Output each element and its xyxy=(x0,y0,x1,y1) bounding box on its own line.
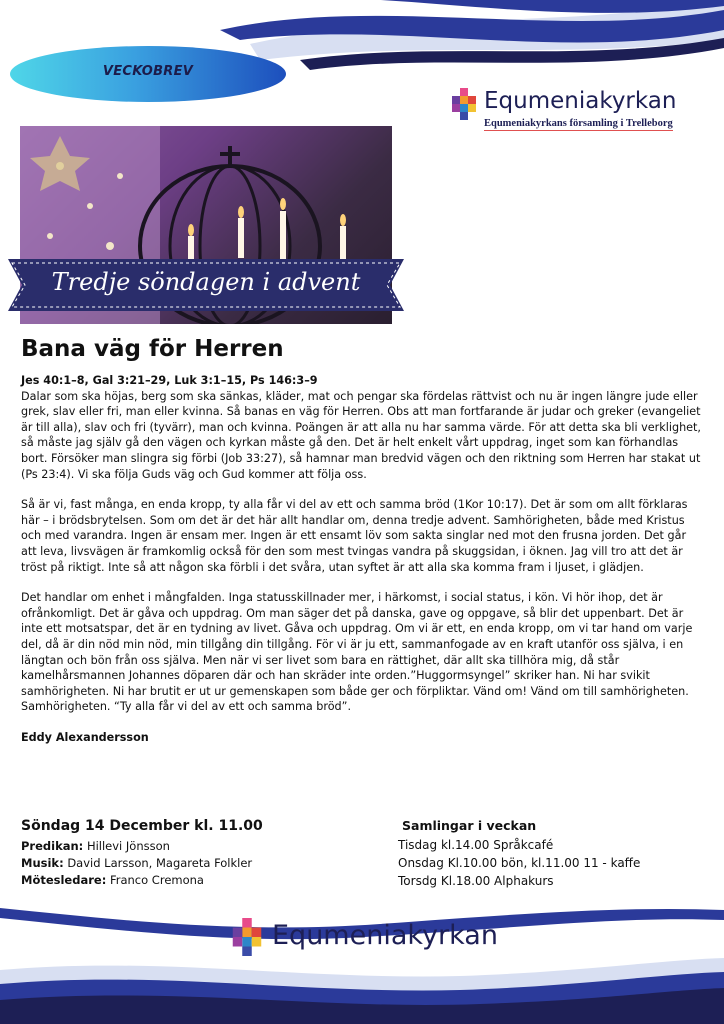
service-title: Söndag 14 December kl. 11.00 xyxy=(21,818,263,834)
week-title: Samlingar i veckan xyxy=(402,818,537,833)
service-music-value: David Larsson, Magareta Folkler xyxy=(67,856,253,870)
article-body xyxy=(21,373,701,745)
equmenia-cross-icon xyxy=(448,88,480,120)
church-logo-top xyxy=(448,86,688,132)
church-logo-bottom xyxy=(228,918,508,962)
veckobrev-label: VECKOBREV xyxy=(102,64,194,79)
week-item: Torsdg Kl.18.00 Alphakurs xyxy=(398,874,554,888)
article-paragraph: Så är vi, fast många, en enda kropp, ty alla får vi del av ett och samma bröd (1Kor 10:17). Det är som om allt förklaras här – i brödsbrytelsen. Som om det är det här allt handlar om, denna tredje advent. Samhörigheten, både med Kristus och med varandra. Ingen är ensam mer. Ingen är ett ensamt löv som sakta singlar ned mot den frusna jorden. Det går att leva, livsvägen är framkomlig också för den som mest tvingas vandra på skuggsidan, i öknen. Jag vill tro att det är tröst på riktigt. Inte så att någon ska förbli i det svåra, utan syftet är att alla ska komma fram i ljuset, i glädjen. xyxy=(21,498,688,574)
logo-name: Equmeniakyrkan xyxy=(484,88,677,114)
article-paragraph: Det handlar om enhet i mångfalden. Inga statusskillnader mer, i härkomst, i social status, i kön. Vi hör ihop, det är ofrånkomligt. Det är gåva och uppdrag. Om man säger det på danska, gave og oppgave, så blir det uppenbart. Det är inte ett motsatspar, det är en tydning av livet. Gåva och uppdrag. Om vi är ett, en enda kropp, om vi tar hand om varje del, då är din nöd min nöd, min tillgång din tillgång. För vi är ju ett, sammanfogade av en kraft utanför oss själva, i en längtan och bön från oss själva. Men när vi ser livet som bara en rättighet, där allt ska tillhöra mig, då står kamelhårsmannen Johannes döparen där och han skräder inte orden.”Huggormsyngel” skriker han. Ni har svikit samhörigheten. Ni har brutit er ut ur gemenskapen som både ger och förpliktar. Vänd om! Vänd om till samhörigheten. Samhörigheten. “Ty alla får vi del av ett och samma bröd”. xyxy=(21,591,693,714)
service-leader xyxy=(21,873,204,887)
article-author: Eddy Alexandersson xyxy=(21,730,149,744)
logo-subtitle: Equmeniakyrkans församling i Trelleborg xyxy=(484,118,673,129)
banner-title: Tredje söndagen i advent xyxy=(51,268,361,296)
week-item: Tisdag kl.14.00 Språkcafé xyxy=(398,838,554,852)
article-paragraph: Dalar som ska höjas, berg som ska sänkas, kläder, mat och pengar ska fördelas rättvist och nu är ingen längre jude eller grek, slav eller fri, man eller kvinna. Så banas en väg för Herren. Obs att man fortfarande är judar och greker (evangeliet är till alla), slav och fri (tyvärr), man och kvinna. Poängen är att alla nu har samma värde. För att detta ska bli verklighet, så måste jag själv gå den vägen och kyrkan måste gå den. Det är helt enkelt vårt uppdrag, inget som kan förhandlas bort. Försöker man slingra sig förbi (Job 33:27), så hamnar man bredvid vägen och den riktning som Herren har stakat ut (Ps 23:4). Vi ska följa Guds väg och Gud kommer att följa oss. xyxy=(21,389,701,481)
service-music xyxy=(21,856,252,870)
service-preacher-value: Hillevi Jönsson xyxy=(86,839,170,853)
service-leader-label: Mötesledare: xyxy=(21,873,107,887)
service-leader-value: Franco Cremona xyxy=(109,873,204,887)
equmenia-cross-icon xyxy=(228,918,266,956)
article-title: Bana väg för Herren xyxy=(21,336,284,362)
service-music-label: Musik: xyxy=(21,856,64,870)
week-item: Onsdag Kl.10.00 bön, kl.11.00 11 - kaffe xyxy=(398,856,641,870)
service-preacher-label: Predikan: xyxy=(21,839,84,853)
bible-references: Jes 40:1–8, Gal 3:21–29, Luk 3:1–15, Ps 146:3–9 xyxy=(21,374,318,387)
service-preacher xyxy=(21,839,170,853)
veckobrev-badge xyxy=(10,46,286,102)
footer-logo-name: Equmeniakyrkan xyxy=(272,920,498,951)
